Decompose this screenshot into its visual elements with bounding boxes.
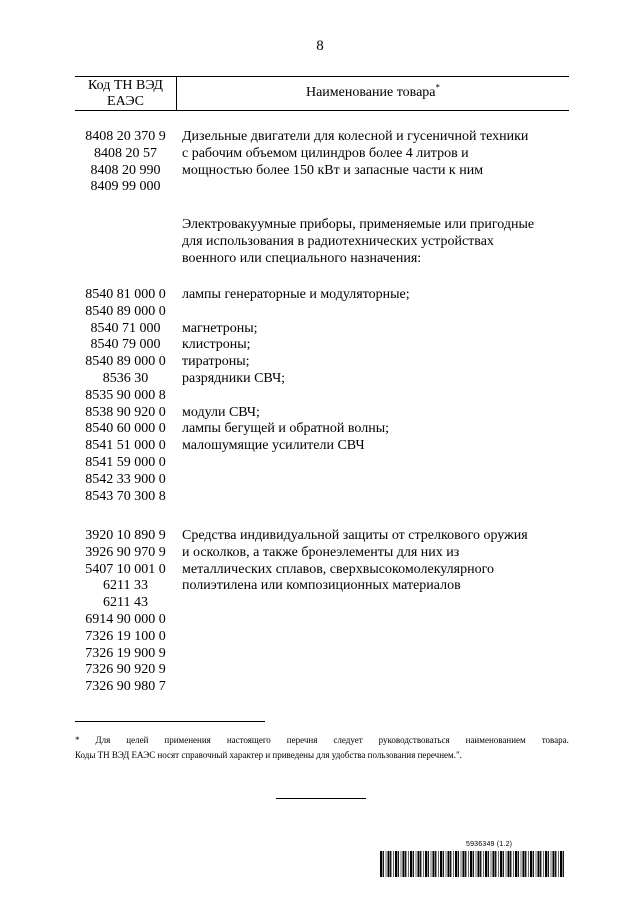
table-header-name — [177, 82, 569, 101]
closing-rule — [276, 798, 366, 799]
code-item: 8538 90 920 0 — [85, 404, 166, 420]
code-item: 8535 90 000 8 — [85, 387, 166, 403]
description-electrovacuum-items — [182, 287, 572, 455]
code-item: 6914 90 000 0 — [85, 611, 166, 627]
footnote-word: настоящего — [226, 735, 271, 745]
footnote-word: товара. — [541, 735, 569, 745]
description-line: с рабочим объемом цилиндров более 4 литров и — [182, 145, 469, 161]
code-item: 8540 79 000 — [90, 337, 161, 353]
code-item: 8541 51 000 0 — [85, 438, 166, 454]
code-item: 3920 10 890 9 — [85, 528, 166, 543]
table-header-code-line: Код ТН ВЭД — [88, 78, 163, 93]
document-id: 5936349 (1.2) — [466, 841, 513, 848]
code-item: 8408 20 990 — [90, 162, 161, 178]
code-item: 7326 90 920 9 — [85, 662, 166, 678]
code-item: 6211 33 — [103, 578, 148, 594]
description-line: полиэтилена или композиционных материалов — [182, 578, 461, 594]
code-list-protection — [75, 528, 176, 696]
footnote-word: перечня — [286, 735, 318, 745]
code-item: 3926 90 970 9 — [85, 544, 166, 560]
description-line: для использования в радиотехнических устройствах — [182, 233, 494, 249]
description-line — [182, 304, 572, 321]
description-line: военного или специального назначения: — [182, 250, 422, 266]
code-item: 7326 90 980 7 — [85, 679, 166, 695]
barcode-image — [380, 851, 566, 877]
code-item: 8409 99 000 — [90, 179, 161, 195]
code-item: 5407 10 001 0 — [85, 561, 166, 577]
code-item: 7326 19 100 0 — [85, 628, 166, 644]
code-item: 8542 33 900 0 — [85, 471, 166, 487]
table-header-top-rule — [75, 76, 569, 77]
description-line: мощностью более 150 кВт и запасные части к ним — [182, 162, 484, 178]
page-number: 8 — [316, 38, 324, 54]
code-item: 8540 89 000 0 — [85, 354, 166, 370]
code-item: 8540 81 000 0 — [85, 287, 166, 302]
description-line: малошумящие усилители СВЧ — [182, 438, 365, 454]
table-header-code-line: ЕАЭС — [107, 94, 144, 109]
footnote-line-1 — [75, 733, 569, 748]
code-item: 8543 70 300 8 — [85, 488, 166, 504]
description-line: тиратроны; — [182, 354, 250, 370]
footnote-word: целей — [126, 735, 149, 745]
code-item: 7326 19 900 9 — [85, 645, 166, 661]
description-line: клистроны; — [182, 337, 251, 353]
footnote-word: следует — [333, 735, 363, 745]
footnote-word: руководствоваться — [378, 735, 450, 745]
code-list-electrovacuum — [75, 287, 176, 505]
description-line: металлических сплавов, сверхвысокомолекулярного — [182, 561, 494, 577]
description-line: разрядники СВЧ; — [182, 370, 286, 386]
description-line: лампы бегущей и обратной волны; — [182, 421, 390, 437]
footnote-word: * — [75, 735, 80, 745]
code-item: 6211 43 — [103, 595, 148, 611]
code-item: 8536 30 — [102, 370, 149, 386]
code-item: 8408 20 57 — [94, 145, 157, 161]
footnote-mark: * — [435, 82, 440, 93]
description-line — [182, 388, 572, 405]
table-header-bottom-rule — [75, 110, 569, 111]
description-line: магнетроны; — [182, 320, 258, 336]
description-line: лампы генераторные и модуляторные; — [182, 287, 410, 302]
description-protection — [182, 528, 572, 595]
footnote — [75, 733, 569, 763]
table-header-code — [75, 78, 176, 110]
code-item: 8540 89 000 0 — [85, 303, 166, 319]
description-line: Дизельные двигатели для колесной и гусеничной техники — [182, 129, 529, 144]
table-header-name-label: Наименование товара — [305, 85, 436, 100]
footnote-word: наименованием — [465, 735, 526, 745]
footnote-line-2: Коды ТН ВЭД ЕАЭС носят справочный характер и приведены для удобства пользования перечнем.". — [75, 750, 462, 760]
description-line: Средства индивидуальной защиты от стрелкового оружия — [182, 528, 528, 543]
code-item: 8540 60 000 0 — [85, 421, 166, 437]
footnote-word: Для — [95, 735, 111, 745]
description-line: и осколков, а также бронеэлементы для них из — [182, 544, 460, 560]
description-electrovacuum-heading — [182, 217, 572, 267]
footnote-word: применения — [164, 735, 211, 745]
code-list-diesel — [75, 129, 176, 196]
description-line: модули СВЧ; — [182, 404, 260, 420]
description-diesel — [182, 129, 572, 179]
code-item: 8541 59 000 0 — [85, 454, 166, 470]
footnote-separator — [75, 721, 265, 722]
code-item: 8540 71 000 — [90, 320, 161, 336]
description-line: Электровакуумные приборы, применяемые или пригодные — [182, 217, 535, 232]
code-item: 8408 20 370 9 — [85, 129, 166, 144]
